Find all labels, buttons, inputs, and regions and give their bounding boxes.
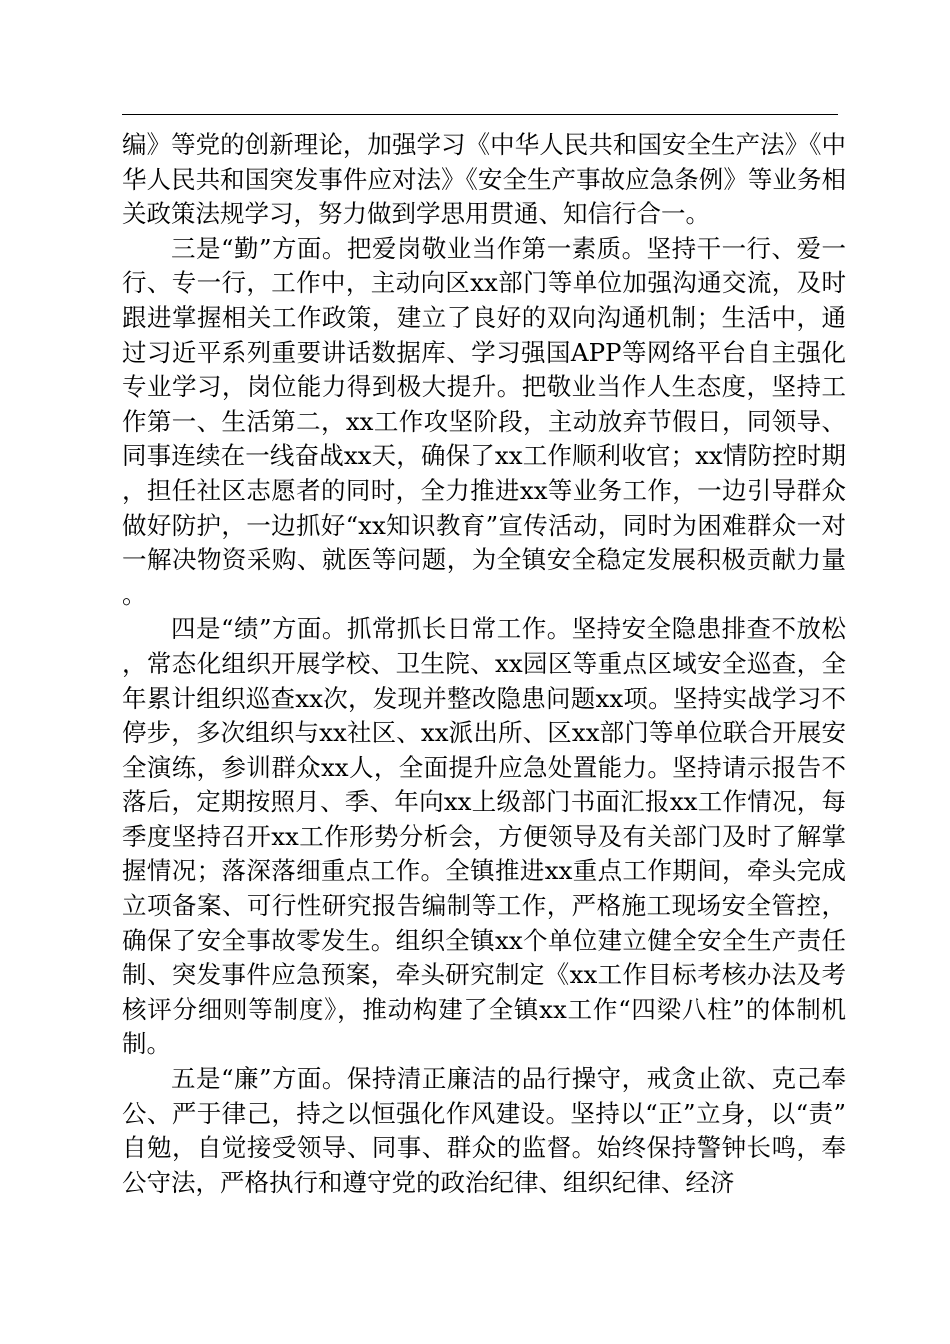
paragraph-qin: 三是“勤”方面。把爱岗敬业当作第一素质。坚持干一行、爱一行、专一行，工作中，主动向区xx部门等单位加强沟通交流，及时跟进掌握相关工作政策，建立了良好的双向沟通机制；生活中，通过习近平系列重要讲话数据库、学习强国APP等网络平台自主强化专业学习，岗位能力得到极大提升。把敬业当作人生态度，坚持工作第一、生活第二，xx工作攻坚阶段，主动放弃节假日，同领导、同事连续在一线奋战xx天，确保了xx工作顺利收官；xx情防控时期，担任社区志愿者的同时，全力推进xx等业务工作，一边引导群众做好防护，一边抓好“xx知识教育”宣传活动，同时为困难群众一对一解决物资采购、就医等问题，为全镇安全稳定发展积极贡献力量。 bbox=[122, 233, 846, 609]
header-rule bbox=[122, 114, 838, 115]
paragraph-lian: 五是“廉”方面。保持清正廉洁的品行操守，戒贪止欲、克己奉公、严于律己，持之以恒强化作风建设。坚持以“正”立身，以“责”自勉，自觉接受领导、同事、群众的监督。始终保持警钟长鸣，奉公守法，严格执行和遵守党的政治纪律、组织纪律、经济 bbox=[122, 1064, 846, 1197]
paragraph-continuation: 编》等党的创新理论，加强学习《中华人民共和国安全生产法》《中华人民共和国突发事件应对法》《安全生产事故应急条例》等业务相关政策法规学习，努力做到学思用贯通、知信行合一。 bbox=[122, 130, 846, 229]
paragraph-ji: 四是“绩”方面。抓常抓长日常工作。坚持安全隐患排查不放松，常态化组织开展学校、卫生院、xx园区等重点区域安全巡查，全年累计组织巡查xx次，发现并整改隐患问题xx项。坚持实战学习不停步，多次组织与xx社区、xx派出所、区xx部门等单位联合开展安全演练，参训群众xx人，全面提升应急处置能力。坚持请示报告不落后，定期按照月、季、年向xx上级部门书面汇报xx工作情况，每季度坚持召开xx工作形势分析会，方便领导及有关部门及时了解掌握情况；落深落细重点工作。全镇推进xx重点工作期间，牵头完成立项备案、可行性研究报告编制等工作，严格施工现场安全管控，确保了安全事故零发生。组织全镇xx个单位建立健全安全生产责任制、突发事件应急预案，牵头研究制定《xx工作目标考核办法及考核评分细则等制度》，推动构建了全镇xx工作“四梁八柱”的体制机制。 bbox=[122, 614, 846, 1059]
document-body bbox=[122, 128, 846, 1200]
